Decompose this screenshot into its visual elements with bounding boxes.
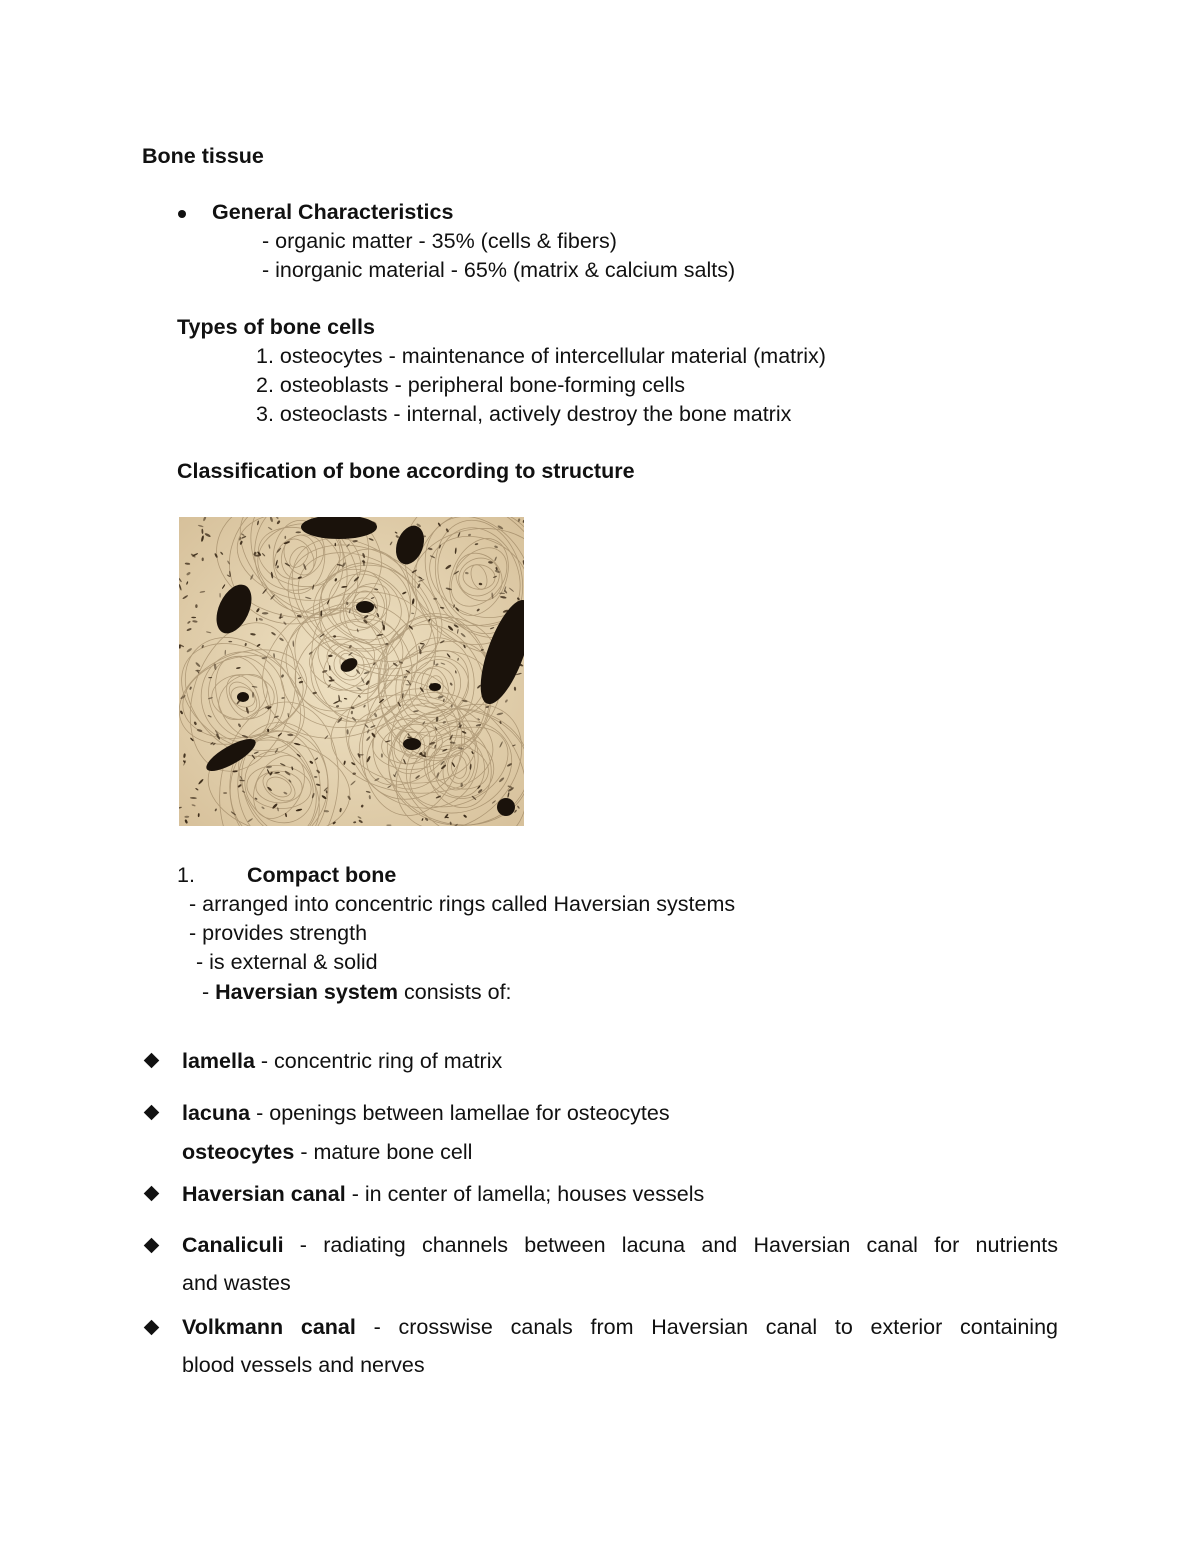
diamond-bullet-icon (144, 1186, 160, 1202)
compact-item-haversian (202, 982, 512, 1004)
term-osteocytes (182, 1142, 472, 1164)
haversian-rest: consists of: (398, 980, 512, 1004)
term-lamella (182, 1051, 502, 1073)
cells-item-osteoblasts: 2. osteoblasts - peripheral bone-forming cells (256, 373, 686, 397)
term-definition-continued: blood vessels and nerves (182, 1353, 425, 1377)
diamond-bullet-icon (144, 1105, 160, 1121)
term-label: Canaliculi (182, 1233, 284, 1257)
diamond-bullet-icon (144, 1238, 160, 1254)
page-title: Bone tissue (142, 144, 264, 168)
general-item-organic: - organic matter - 35% (cells & fibers) (262, 229, 617, 253)
general-heading: General Characteristics (212, 200, 454, 224)
term-definition: - openings between lamellae for osteocytes (250, 1101, 670, 1125)
bullet-dot-icon (178, 210, 186, 218)
diamond-bullet-icon (144, 1053, 160, 1069)
haversian-term: Haversian system (215, 980, 399, 1004)
term-definition: - in center of lamella; houses vessels (345, 1182, 705, 1206)
compact-number: 1. (177, 863, 195, 887)
term-definition: - crosswise canals from Haversian canal to exterior containing (355, 1315, 1059, 1339)
compact-item-external: - is external & solid (196, 950, 378, 974)
term-volkmann-canal (182, 1308, 1058, 1384)
term-label: Volkmann canal (182, 1315, 356, 1339)
term-lacuna (182, 1103, 670, 1125)
classification-heading: Classification of bone according to structure (177, 459, 635, 483)
cells-item-osteocytes: 1. osteocytes - maintenance of intercellular material (matrix) (256, 344, 826, 368)
haversian-prefix: - (202, 980, 216, 1004)
term-definition: - mature bone cell (294, 1140, 473, 1164)
cells-heading: Types of bone cells (177, 315, 375, 339)
cells-item-osteoclasts: 3. osteoclasts - internal, actively destroy the bone matrix (256, 402, 792, 426)
term-canaliculi (182, 1226, 1058, 1302)
compact-item-strength: - provides strength (189, 921, 368, 945)
term-definition-continued: and wastes (182, 1271, 291, 1295)
term-haversian-canal (182, 1184, 704, 1206)
term-label: osteocytes (182, 1140, 295, 1164)
bone-micrograph-image (179, 517, 524, 826)
term-definition: - radiating channels between lacuna and Haversian canal for nutrients (283, 1233, 1058, 1257)
general-item-inorganic: - inorganic material - 65% (matrix & calcium salts) (262, 258, 736, 282)
diamond-bullet-icon (144, 1320, 160, 1336)
term-label: Haversian canal (182, 1182, 346, 1206)
compact-heading: Compact bone (247, 863, 397, 887)
term-label: lamella (182, 1049, 255, 1073)
compact-item-arranged: - arranged into concentric rings called Haversian systems (189, 892, 736, 916)
term-label: lacuna (182, 1101, 251, 1125)
term-definition: - concentric ring of matrix (254, 1049, 503, 1073)
